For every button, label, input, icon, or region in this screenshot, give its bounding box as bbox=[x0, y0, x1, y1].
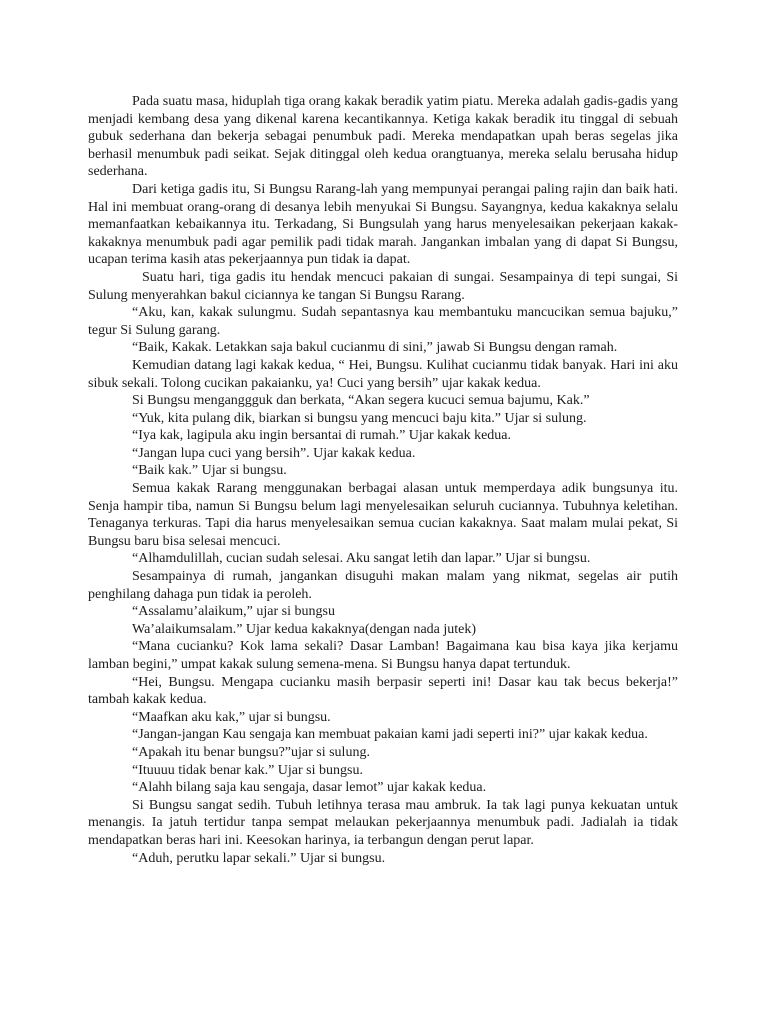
paragraph: Sesampainya di rumah, jangankan disuguhi makan malam yang nikmat, segelas air putih penghilang dahaga pun tidak ia peroleh. bbox=[88, 569, 678, 602]
dialogue-line: “Apakah itu benar bungsu?”ujar si sulung. bbox=[132, 744, 370, 760]
paragraph: Pada suatu masa, hiduplah tiga orang kakak beradik yatim piatu. Mereka adalah gadis-gadis yang menjadi kembang desa yang dikenal karena kecantikannya. Ketiga kakak beradik itu tinggal di sebuah gubuk sederhana dan bekerja sebagai penumbuk padi. Mereka mendapatkan upah beras segelas jika berhasil menumbuk padi seikat. Sejak ditinggal oleh kedua orangtuanya, mereka selalu berusaha hidup sederhana. bbox=[88, 94, 678, 180]
dialogue-line: “Aku, kan, kakak sulungmu. Sudah sepantasnya kau membantuku mancucikan semua bajuku,” tegur Si Sulung garang. bbox=[88, 305, 678, 338]
paragraph: Semua kakak Rarang menggunakan berbagai alasan untuk memperdaya adik bungsunya itu. Senja hampir tiba, namun Si Bungsu belum lagi menyelesaikan seluruh cuciannya. Tubuhnya keletihan. Tenaganya terkuras. Tapi dia harus menyelesaikan semua cucian kakaknya. Saat malam mulai pekat, Si Bungsu baru bisa selesai mencuci. bbox=[88, 481, 678, 549]
dialogue-line: “Alhamdulillah, cucian sudah selesai. Aku sangat letih dan lapar.” Ujar si bungsu. bbox=[132, 551, 591, 567]
dialogue-line: Kemudian datang lagi kakak kedua, “ Hei, Bungsu. Kulihat cucianmu tidak banyak. Hari ini aku sibuk sekali. Tolong cucikan pakaianku, ya! Cuci yang bersih” ujar kakak kedua. bbox=[88, 357, 678, 391]
paragraph: Dari ketiga gadis itu, Si Bungsu Rarang-lah yang mempunyai perangai paling rajin dan baik hati. Hal ini membuat orang-orang di desanya lebih menyukai Si Bungsu. Sayangnya, kedua kakaknya selalu memanfaatkan kebaikannya itu. Terkadang, Si Bungsulah yang harus menyelesaikan pekerjaan kakak-kakaknya menumbuk padi agar pemilik padi tidak marah. Jangankan imbalan yang di dapat Si Bungsu, ucapan terima kasih atas pekerjaannya pun tidak ia dapat. bbox=[88, 181, 678, 268]
paragraph: Si Bungsu sangat sedih. Tubuh letihnya terasa mau ambruk. Ia tak lagi punya kekuatan untuk menangis. Ia jatuh tertidur tanpa sempat melaukan pekerjaannya menumbuk padi. Jadialah ia tidak mendapatkan beras hari ini. Keesokan harinya, ia terbangun dengan perut lapar. bbox=[88, 797, 678, 848]
dialogue-line: “Jangan-jangan Kau sengaja kan membuat pakaian kami jadi seperti ini?” ujar kakak kedua. bbox=[132, 727, 648, 743]
dialogue-line: “Aduh, perutku lapar sekali.” Ujar si bungsu. bbox=[132, 850, 386, 866]
dialogue-line: Si Bungsu menganggguk dan berkata, “Akan segera kucuci semua bajumu, Kak.” bbox=[132, 393, 590, 409]
dialogue-line: “Baik kak.” Ujar si bungsu. bbox=[132, 463, 287, 479]
paragraph: Suatu hari, tiga gadis itu hendak mencuci pakaian di sungai. Sesampainya di tepi sungai, Si Sulung menyerahkan bakul ciciannya ke tangan Si Bungsu Rarang. bbox=[88, 269, 678, 303]
document-page bbox=[88, 93, 678, 867]
dialogue-line: “Alahh bilang saja kau sengaja, dasar lemot” ujar kakak kedua. bbox=[132, 780, 487, 796]
dialogue-line: “Baik, Kakak. Letakkan saja bakul cucianmu di sini,” jawab Si Bungsu dengan ramah. bbox=[132, 340, 618, 356]
dialogue-line: “Iya kak, lagipula aku ingin bersantai di rumah.” Ujar kakak kedua. bbox=[132, 428, 512, 444]
dialogue-line: Wa’alaikumsalam.” Ujar kedua kakaknya(dengan nada jutek) bbox=[132, 621, 477, 637]
dialogue-line: “Hei, Bungsu. Mengapa cucianku masih berpasir seperti ini! Dasar kau tak becus bekerja!” tambah kakak kedua. bbox=[88, 674, 678, 708]
dialogue-line: “Ituuuu tidak benar kak.” Ujar si bungsu. bbox=[132, 762, 363, 778]
dialogue-line: “Jangan lupa cuci yang bersih”. Ujar kakak kedua. bbox=[132, 445, 416, 461]
dialogue-line: “Yuk, kita pulang dik, biarkan si bungsu yang mencuci baju kita.” Ujar si sulung. bbox=[132, 410, 587, 426]
dialogue-line: “Maafkan aku kak,” ujar si bungsu. bbox=[132, 709, 331, 725]
dialogue-line: “Assalamu’alaikum,” ujar si bungsu bbox=[132, 604, 335, 620]
dialogue-line: “Mana cucianku? Kok lama sekali? Dasar Lamban! Bagaimana kau bisa kaya jika kerjamu lamban begini,” umpat kakak sulung semena-mena. Si Bungsu hanya dapat tertunduk. bbox=[88, 639, 678, 672]
